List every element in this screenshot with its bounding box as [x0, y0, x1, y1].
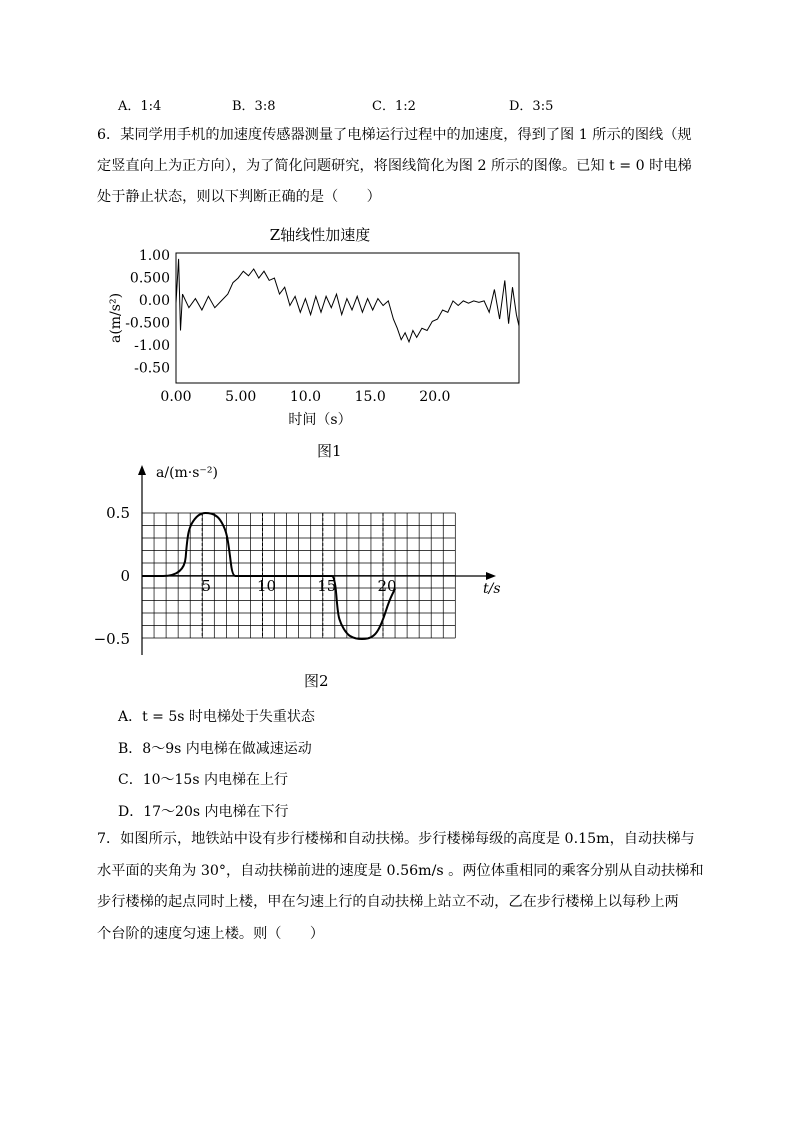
q7-line-2: 水平面的夹角为 30°，自动扶梯前进的速度是 0.56m/s 。两位体重相同的乘客分别从自动扶梯和: [97, 863, 704, 879]
q7-line-4: 个台阶的速度匀速上楼。则（ ）: [97, 926, 325, 942]
fig1-ytick-label: -0.500: [125, 315, 170, 332]
fig1-title: Z轴线性加速度: [269, 226, 371, 244]
fig2-xtick-label: 20: [377, 577, 397, 595]
fig2-x-arrow: [486, 572, 496, 580]
figure-2-caption: 图2: [304, 672, 329, 690]
fig2-ytick-label: −0.5: [93, 630, 130, 648]
fig1-ytick-label: 1.00: [138, 248, 170, 264]
q6-option-d: D．17～20s 内电梯在下行: [118, 804, 289, 820]
fig2-xtick-label: 15: [317, 577, 337, 595]
fig1-ylabel: a(m/s²): [108, 292, 124, 344]
q6-line-1: 6．某同学用手机的加速度传感器测量了电梯运行过程中的加速度，得到了图 1 所示的图线（规: [97, 127, 692, 143]
q7-line-3: 步行楼梯的起点同时上楼，甲在匀速上行的自动扶梯上站立不动，乙在步行楼梯上以每秒上两: [97, 894, 679, 910]
fig2-ytick-label: 0: [120, 567, 130, 585]
fig2-xtick-label: 5: [201, 577, 212, 595]
figure-1-caption: 图1: [317, 442, 342, 460]
fig1-xlabel: 时间（s）: [288, 412, 352, 428]
q7-line-1: 7．如图所示，地铁站中设有步行楼梯和自动扶梯。步行楼梯每级的高度是 0.15m，自动扶梯与: [97, 831, 695, 847]
fig1-xtick-label: 15.0: [354, 389, 386, 405]
fig2-xtick-label: 10: [256, 577, 277, 595]
fig1-series-line: [176, 259, 519, 342]
q6-option-b: B．8～9s 内电梯在做减速运动: [118, 741, 312, 757]
q6-line-3: 处于静止状态，则以下判断正确的是（ ）: [97, 189, 381, 205]
fig1-ytick-label: 0.500: [129, 270, 170, 287]
q6-option-c: C．10～15s 内电梯在上行: [118, 772, 288, 788]
fig2-xlabel: t/s: [483, 581, 501, 597]
fig1-xtick-label: 5.00: [225, 389, 257, 405]
q6-line-2: 定竖直向上为正方向），为了简化问题研究，将图线简化为图 2 所示的图像。已知 t = 0 时电梯: [97, 158, 692, 174]
fig1-xtick-label: 20.0: [419, 389, 451, 405]
option-c: C．1:2: [372, 99, 416, 114]
option-b: B．3:8: [232, 99, 276, 114]
fig2-ytick-label: 0.5: [106, 504, 130, 522]
figure-2-chart: [93, 455, 520, 660]
fig2-ylabel: a/(m·s⁻²): [156, 465, 218, 481]
option-a: A．1:4: [118, 99, 162, 114]
q6-option-a: A．t = 5s 时电梯处于失重状态: [118, 709, 315, 725]
fig1-ytick-label: 0.00: [138, 293, 170, 309]
fig1-xtick-label: 0.00: [160, 389, 192, 405]
fig1-plot-frame: [176, 253, 519, 383]
figure-1-chart: [100, 220, 540, 460]
fig1-ytick-label: -0.50: [134, 360, 170, 377]
fig1-ytick-label: -1.00: [134, 338, 170, 354]
fig2-y-arrow: [138, 465, 146, 475]
option-d: D．3:5: [509, 99, 554, 114]
fig1-xtick-label: 10.0: [289, 389, 322, 405]
